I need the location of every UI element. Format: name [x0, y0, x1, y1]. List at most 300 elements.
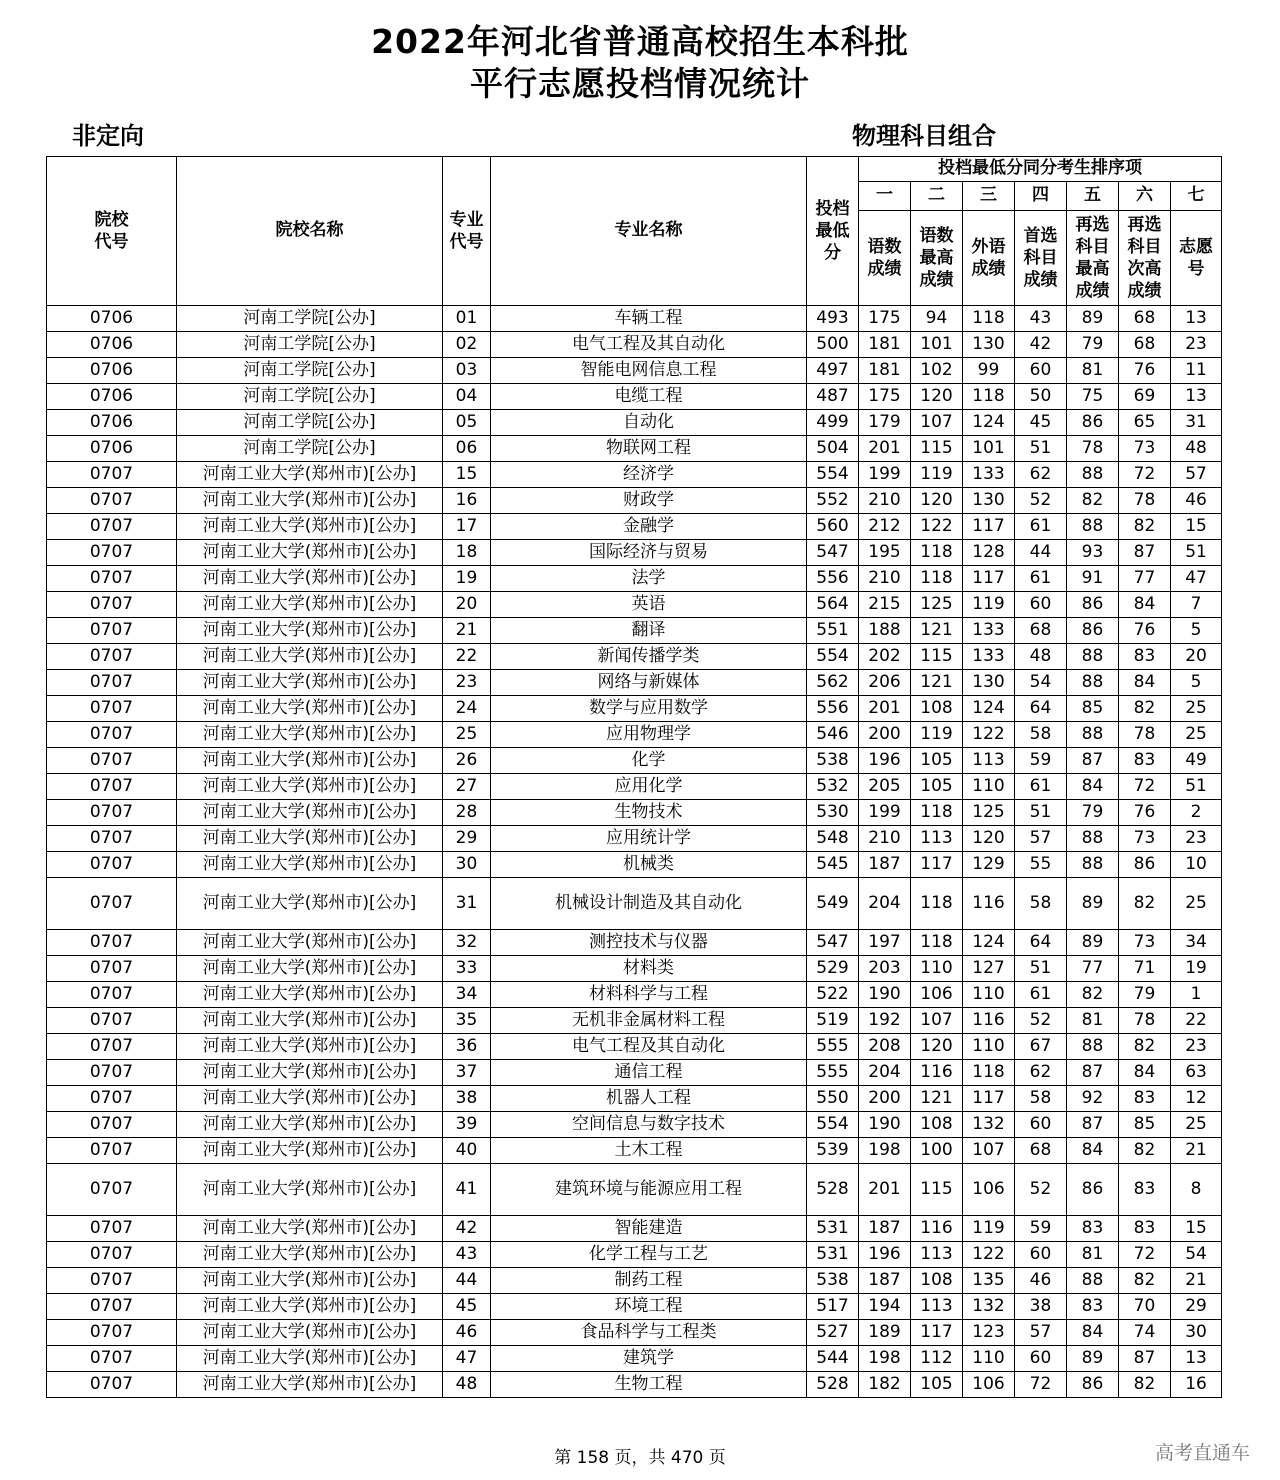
cell-major-code: 30	[443, 852, 491, 878]
cell-rank-2: 113	[911, 1294, 963, 1320]
cell-rank-3: 110	[963, 774, 1015, 800]
cell-rank-6: 78	[1119, 1008, 1171, 1034]
table-row	[47, 1268, 1222, 1294]
cell-major-code: 48	[443, 1372, 491, 1398]
cell-rank-2: 105	[911, 774, 963, 800]
cell-rank-5: 82	[1067, 488, 1119, 514]
cell-rank-2: 105	[911, 748, 963, 774]
cell-rank-1: 190	[859, 982, 911, 1008]
cell-major-name: 自动化	[491, 410, 807, 436]
cell-rank-4: 57	[1015, 826, 1067, 852]
cell-school-code: 0707	[47, 618, 177, 644]
cell-rank-3: 122	[963, 722, 1015, 748]
table-row	[47, 1034, 1222, 1060]
cell-rank-6: 83	[1119, 1216, 1171, 1242]
cell-min-score: 554	[807, 462, 859, 488]
cell-school-code: 0706	[47, 384, 177, 410]
cell-rank-4: 60	[1015, 1112, 1067, 1138]
cell-major-code: 15	[443, 462, 491, 488]
cell-major-code: 21	[443, 618, 491, 644]
document-title: 2022年河北省普通高校招生本科批	[371, 22, 909, 61]
cell-rank-2: 121	[911, 618, 963, 644]
cell-rank-5: 83	[1067, 1216, 1119, 1242]
cell-major-code: 44	[443, 1268, 491, 1294]
table-row	[47, 332, 1222, 358]
cell-school-code: 0707	[47, 1294, 177, 1320]
cell-rank-3: 118	[963, 306, 1015, 332]
cell-major-code: 02	[443, 332, 491, 358]
cell-rank-1: 190	[859, 1112, 911, 1138]
cell-rank-7: 15	[1171, 1216, 1222, 1242]
cell-school-code: 0707	[47, 826, 177, 852]
cell-min-score: 556	[807, 696, 859, 722]
cell-rank-5: 88	[1067, 1268, 1119, 1294]
cell-rank-5: 81	[1067, 358, 1119, 384]
cell-rank-1: 200	[859, 1086, 911, 1112]
cell-rank-5: 88	[1067, 852, 1119, 878]
cell-rank-7: 30	[1171, 1320, 1222, 1346]
cell-rank-4: 62	[1015, 1060, 1067, 1086]
cell-major-name: 生物技术	[491, 800, 807, 826]
cell-school-code: 0707	[47, 1034, 177, 1060]
cell-rank-4: 61	[1015, 982, 1067, 1008]
cell-rank-1: 210	[859, 826, 911, 852]
cell-rank-1: 188	[859, 618, 911, 644]
cell-rank-6: 72	[1119, 1242, 1171, 1268]
cell-rank-6: 84	[1119, 1060, 1171, 1086]
cell-rank-4: 62	[1015, 462, 1067, 488]
cell-major-name: 材料类	[491, 956, 807, 982]
cell-rank-6: 72	[1119, 462, 1171, 488]
cell-school-name: 河南工业大学(郑州市)[公办]	[177, 462, 443, 488]
cell-rank-7: 5	[1171, 670, 1222, 696]
cell-major-name: 测控技术与仪器	[491, 930, 807, 956]
cell-rank-6: 82	[1119, 878, 1171, 930]
cell-major-name: 新闻传播学类	[491, 644, 807, 670]
cell-rank-1: 192	[859, 1008, 911, 1034]
header-rank-item: 首选 科目 成绩	[1015, 211, 1067, 306]
table-row	[47, 930, 1222, 956]
cell-rank-4: 61	[1015, 774, 1067, 800]
cell-school-code: 0707	[47, 722, 177, 748]
cell-school-code: 0707	[47, 488, 177, 514]
cell-min-score: 547	[807, 540, 859, 566]
cell-rank-3: 113	[963, 748, 1015, 774]
cell-rank-7: 22	[1171, 1008, 1222, 1034]
cell-rank-4: 58	[1015, 722, 1067, 748]
cell-rank-6: 69	[1119, 384, 1171, 410]
cell-major-code: 25	[443, 722, 491, 748]
cell-rank-4: 52	[1015, 1008, 1067, 1034]
cell-rank-1: 203	[859, 956, 911, 982]
cell-rank-5: 88	[1067, 722, 1119, 748]
cell-rank-6: 76	[1119, 618, 1171, 644]
cell-major-name: 电缆工程	[491, 384, 807, 410]
cell-rank-3: 118	[963, 384, 1015, 410]
cell-major-code: 39	[443, 1112, 491, 1138]
cell-rank-5: 83	[1067, 1294, 1119, 1320]
cell-rank-3: 127	[963, 956, 1015, 982]
cell-school-name: 河南工业大学(郑州市)[公办]	[177, 1060, 443, 1086]
cell-rank-2: 106	[911, 982, 963, 1008]
cell-rank-3: 99	[963, 358, 1015, 384]
cell-major-name: 材料科学与工程	[491, 982, 807, 1008]
cell-rank-7: 7	[1171, 592, 1222, 618]
cell-min-score: 552	[807, 488, 859, 514]
cell-rank-2: 107	[911, 410, 963, 436]
cell-rank-1: 179	[859, 410, 911, 436]
cell-rank-3: 124	[963, 930, 1015, 956]
cell-rank-4: 68	[1015, 1138, 1067, 1164]
cell-rank-3: 132	[963, 1112, 1015, 1138]
cell-rank-4: 61	[1015, 514, 1067, 540]
cell-major-name: 化学工程与工艺	[491, 1242, 807, 1268]
cell-rank-5: 89	[1067, 878, 1119, 930]
cell-rank-6: 83	[1119, 1086, 1171, 1112]
cell-school-code: 0707	[47, 1164, 177, 1216]
cell-school-name: 河南工业大学(郑州市)[公办]	[177, 982, 443, 1008]
cell-rank-5: 81	[1067, 1242, 1119, 1268]
cell-rank-6: 83	[1119, 748, 1171, 774]
cell-rank-2: 115	[911, 436, 963, 462]
cell-major-name: 机械设计制造及其自动化	[491, 878, 807, 930]
table-row	[47, 540, 1222, 566]
cell-rank-5: 87	[1067, 1060, 1119, 1086]
cell-major-code: 19	[443, 566, 491, 592]
cell-rank-5: 88	[1067, 644, 1119, 670]
cell-rank-3: 130	[963, 488, 1015, 514]
cell-major-name: 应用统计学	[491, 826, 807, 852]
cell-rank-3: 133	[963, 462, 1015, 488]
cell-school-name: 河南工业大学(郑州市)[公办]	[177, 1294, 443, 1320]
cell-major-code: 46	[443, 1320, 491, 1346]
cell-rank-6: 76	[1119, 800, 1171, 826]
cell-school-code: 0707	[47, 514, 177, 540]
cell-rank-2: 116	[911, 1216, 963, 1242]
cell-major-name: 食品科学与工程类	[491, 1320, 807, 1346]
cell-rank-3: 118	[963, 1060, 1015, 1086]
cell-rank-4: 72	[1015, 1372, 1067, 1398]
cell-rank-3: 107	[963, 1138, 1015, 1164]
cell-rank-4: 60	[1015, 1346, 1067, 1372]
cell-school-code: 0707	[47, 878, 177, 930]
cell-rank-7: 2	[1171, 800, 1222, 826]
cell-school-name: 河南工学院[公办]	[177, 436, 443, 462]
cell-rank-6: 82	[1119, 514, 1171, 540]
cell-major-name: 通信工程	[491, 1060, 807, 1086]
cell-rank-2: 120	[911, 488, 963, 514]
cell-rank-7: 19	[1171, 956, 1222, 982]
cell-rank-3: 132	[963, 1294, 1015, 1320]
table-header	[47, 157, 1222, 306]
cell-major-name: 财政学	[491, 488, 807, 514]
cell-rank-1: 199	[859, 800, 911, 826]
table-row	[47, 1138, 1222, 1164]
cell-rank-6: 82	[1119, 1372, 1171, 1398]
cell-rank-7: 11	[1171, 358, 1222, 384]
table-row	[47, 306, 1222, 332]
cell-min-score: 547	[807, 930, 859, 956]
cell-rank-3: 119	[963, 592, 1015, 618]
cell-rank-4: 57	[1015, 1320, 1067, 1346]
cell-rank-2: 118	[911, 800, 963, 826]
cell-school-code: 0707	[47, 1372, 177, 1398]
cell-rank-3: 123	[963, 1320, 1015, 1346]
cell-major-code: 29	[443, 826, 491, 852]
cell-rank-2: 121	[911, 1086, 963, 1112]
header-rank-number: 七	[1171, 182, 1222, 211]
cell-school-name: 河南工学院[公办]	[177, 358, 443, 384]
table-row	[47, 436, 1222, 462]
cell-major-code: 17	[443, 514, 491, 540]
cell-school-name: 河南工业大学(郑州市)[公办]	[177, 826, 443, 852]
table-row	[47, 618, 1222, 644]
cell-rank-6: 83	[1119, 644, 1171, 670]
header-rank-number: 二	[911, 182, 963, 211]
cell-rank-1: 187	[859, 1268, 911, 1294]
cell-rank-4: 38	[1015, 1294, 1067, 1320]
cell-rank-1: 205	[859, 774, 911, 800]
cell-rank-1: 208	[859, 1034, 911, 1060]
cell-rank-3: 130	[963, 670, 1015, 696]
cell-rank-5: 88	[1067, 1034, 1119, 1060]
category-label: 非定向	[72, 122, 144, 150]
cell-school-name: 河南工业大学(郑州市)[公办]	[177, 1242, 443, 1268]
header-rank-number: 三	[963, 182, 1015, 211]
cell-rank-7: 13	[1171, 306, 1222, 332]
cell-rank-3: 106	[963, 1164, 1015, 1216]
cell-rank-6: 84	[1119, 670, 1171, 696]
cell-school-code: 0706	[47, 332, 177, 358]
cell-rank-1: 194	[859, 1294, 911, 1320]
cell-rank-4: 59	[1015, 748, 1067, 774]
cell-rank-7: 13	[1171, 1346, 1222, 1372]
cell-min-score: 504	[807, 436, 859, 462]
table-row	[47, 358, 1222, 384]
header-rank-number: 四	[1015, 182, 1067, 211]
cell-school-name: 河南工业大学(郑州市)[公办]	[177, 1138, 443, 1164]
cell-rank-7: 29	[1171, 1294, 1222, 1320]
cell-school-name: 河南工学院[公办]	[177, 306, 443, 332]
cell-rank-1: 181	[859, 358, 911, 384]
cell-school-name: 河南工业大学(郑州市)[公办]	[177, 488, 443, 514]
cell-rank-4: 59	[1015, 1216, 1067, 1242]
table-row	[47, 696, 1222, 722]
cell-major-name: 电气工程及其自动化	[491, 1034, 807, 1060]
cell-rank-1: 202	[859, 644, 911, 670]
table-row	[47, 748, 1222, 774]
cell-major-code: 06	[443, 436, 491, 462]
cell-major-code: 37	[443, 1060, 491, 1086]
cell-rank-7: 16	[1171, 1372, 1222, 1398]
cell-rank-5: 91	[1067, 566, 1119, 592]
cell-rank-6: 78	[1119, 722, 1171, 748]
cell-school-name: 河南工业大学(郑州市)[公办]	[177, 644, 443, 670]
cell-major-name: 金融学	[491, 514, 807, 540]
cell-major-name: 网络与新媒体	[491, 670, 807, 696]
cell-rank-3: 110	[963, 1346, 1015, 1372]
header-rank-number: 五	[1067, 182, 1119, 211]
cell-major-name: 应用物理学	[491, 722, 807, 748]
cell-school-code: 0707	[47, 956, 177, 982]
cell-rank-5: 78	[1067, 436, 1119, 462]
cell-rank-5: 79	[1067, 800, 1119, 826]
cell-school-name: 河南工业大学(郑州市)[公办]	[177, 566, 443, 592]
cell-rank-3: 119	[963, 1216, 1015, 1242]
cell-min-score: 538	[807, 748, 859, 774]
cell-rank-4: 55	[1015, 852, 1067, 878]
cell-school-code: 0707	[47, 982, 177, 1008]
cell-school-name: 河南工学院[公办]	[177, 410, 443, 436]
cell-rank-3: 110	[963, 1034, 1015, 1060]
cell-rank-6: 73	[1119, 436, 1171, 462]
cell-school-code: 0707	[47, 1346, 177, 1372]
cell-school-code: 0707	[47, 670, 177, 696]
table-row	[47, 384, 1222, 410]
cell-rank-4: 64	[1015, 696, 1067, 722]
cell-rank-6: 65	[1119, 410, 1171, 436]
cell-rank-4: 61	[1015, 566, 1067, 592]
cell-rank-1: 210	[859, 566, 911, 592]
cell-rank-5: 75	[1067, 384, 1119, 410]
cell-rank-5: 93	[1067, 540, 1119, 566]
cell-rank-2: 101	[911, 332, 963, 358]
cell-rank-6: 74	[1119, 1320, 1171, 1346]
table-row	[47, 566, 1222, 592]
cell-school-name: 河南工业大学(郑州市)[公办]	[177, 618, 443, 644]
cell-school-code: 0706	[47, 358, 177, 384]
cell-rank-5: 81	[1067, 1008, 1119, 1034]
cell-rank-7: 10	[1171, 852, 1222, 878]
cell-rank-2: 108	[911, 1112, 963, 1138]
cell-school-code: 0707	[47, 748, 177, 774]
cell-min-score: 497	[807, 358, 859, 384]
cell-school-name: 河南工业大学(郑州市)[公办]	[177, 956, 443, 982]
cell-school-code: 0707	[47, 1086, 177, 1112]
cell-rank-4: 52	[1015, 1164, 1067, 1216]
table-row	[47, 1346, 1222, 1372]
cell-rank-7: 25	[1171, 722, 1222, 748]
cell-rank-3: 106	[963, 1372, 1015, 1398]
cell-major-code: 31	[443, 878, 491, 930]
cell-min-score: 562	[807, 670, 859, 696]
cell-school-name: 河南工业大学(郑州市)[公办]	[177, 878, 443, 930]
table-row	[47, 1320, 1222, 1346]
cell-rank-2: 118	[911, 566, 963, 592]
cell-major-code: 01	[443, 306, 491, 332]
cell-rank-3: 130	[963, 332, 1015, 358]
cell-min-score: 550	[807, 1086, 859, 1112]
cell-rank-3: 135	[963, 1268, 1015, 1294]
cell-min-score: 564	[807, 592, 859, 618]
cell-major-name: 化学	[491, 748, 807, 774]
cell-rank-2: 108	[911, 1268, 963, 1294]
cell-major-name: 智能建造	[491, 1216, 807, 1242]
cell-min-score: 560	[807, 514, 859, 540]
cell-rank-1: 204	[859, 878, 911, 930]
cell-rank-4: 68	[1015, 618, 1067, 644]
cell-rank-6: 86	[1119, 852, 1171, 878]
table-row	[47, 982, 1222, 1008]
cell-rank-5: 86	[1067, 1372, 1119, 1398]
cell-rank-3: 133	[963, 644, 1015, 670]
cell-min-score: 546	[807, 722, 859, 748]
table-row	[47, 462, 1222, 488]
cell-rank-6: 87	[1119, 540, 1171, 566]
table-row	[47, 1216, 1222, 1242]
cell-rank-3: 117	[963, 566, 1015, 592]
table-row	[47, 852, 1222, 878]
cell-major-code: 26	[443, 748, 491, 774]
cell-rank-3: 133	[963, 618, 1015, 644]
cell-rank-6: 78	[1119, 488, 1171, 514]
cell-major-code: 36	[443, 1034, 491, 1060]
cell-min-score: 493	[807, 306, 859, 332]
cell-rank-2: 120	[911, 1034, 963, 1060]
cell-rank-7: 46	[1171, 488, 1222, 514]
cell-rank-4: 64	[1015, 930, 1067, 956]
cell-major-code: 20	[443, 592, 491, 618]
header-rank-number: 一	[859, 182, 911, 211]
cell-min-score: 530	[807, 800, 859, 826]
cell-major-name: 建筑学	[491, 1346, 807, 1372]
cell-school-code: 0707	[47, 800, 177, 826]
cell-min-score: 555	[807, 1034, 859, 1060]
cell-rank-7: 12	[1171, 1086, 1222, 1112]
cell-major-code: 35	[443, 1008, 491, 1034]
cell-rank-2: 119	[911, 722, 963, 748]
cell-rank-7: 23	[1171, 1034, 1222, 1060]
cell-major-code: 33	[443, 956, 491, 982]
cell-rank-5: 92	[1067, 1086, 1119, 1112]
cell-major-name: 无机非金属材料工程	[491, 1008, 807, 1034]
cell-rank-5: 88	[1067, 514, 1119, 540]
cell-school-code: 0706	[47, 410, 177, 436]
cell-min-score: 555	[807, 1060, 859, 1086]
cell-school-code: 0707	[47, 1242, 177, 1268]
cell-major-code: 32	[443, 930, 491, 956]
cell-rank-5: 86	[1067, 410, 1119, 436]
table-row	[47, 1008, 1222, 1034]
cell-rank-3: 128	[963, 540, 1015, 566]
cell-rank-1: 200	[859, 722, 911, 748]
table-row	[47, 410, 1222, 436]
cell-major-name: 智能电网信息工程	[491, 358, 807, 384]
cell-min-score: 519	[807, 1008, 859, 1034]
cell-school-code: 0707	[47, 852, 177, 878]
header-rank-item: 志愿 号	[1171, 211, 1222, 306]
cell-min-score: 538	[807, 1268, 859, 1294]
cell-rank-5: 89	[1067, 930, 1119, 956]
cell-rank-7: 25	[1171, 1112, 1222, 1138]
cell-rank-5: 86	[1067, 618, 1119, 644]
cell-min-score: 487	[807, 384, 859, 410]
cell-rank-7: 23	[1171, 332, 1222, 358]
cell-rank-2: 120	[911, 384, 963, 410]
cell-rank-2: 118	[911, 930, 963, 956]
cell-min-score: 517	[807, 1294, 859, 1320]
cell-rank-6: 68	[1119, 332, 1171, 358]
cell-major-name: 应用化学	[491, 774, 807, 800]
cell-rank-6: 84	[1119, 592, 1171, 618]
cell-school-name: 河南工业大学(郑州市)[公办]	[177, 592, 443, 618]
cell-rank-2: 105	[911, 1372, 963, 1398]
cell-major-name: 数学与应用数学	[491, 696, 807, 722]
subject-combination-label: 物理科目组合	[852, 122, 996, 150]
cell-rank-4: 43	[1015, 306, 1067, 332]
table-row	[47, 670, 1222, 696]
cell-major-code: 16	[443, 488, 491, 514]
